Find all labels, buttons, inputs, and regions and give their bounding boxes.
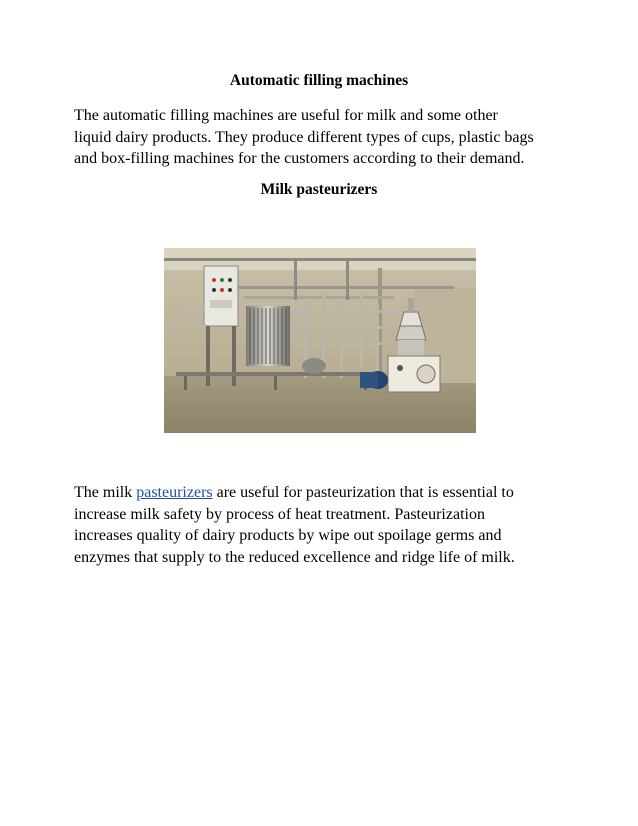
- paragraph-line: and box-filling machines for the customers according to their demand.: [74, 150, 525, 167]
- line-text-after-link: are useful for pasteurization that is essential to: [212, 484, 514, 501]
- pasteurizers-link[interactable]: pasteurizers: [136, 484, 213, 501]
- paragraph-line: liquid dairy products. They produce different types of cups, plastic bags: [74, 128, 534, 146]
- paragraph-line: The automatic filling machines are useful for milk and some other: [74, 107, 498, 124]
- pasteurizer-photo: [164, 248, 476, 433]
- paragraph-line: enzymes that supply to the reduced excellence and ridge life of milk.: [74, 548, 515, 566]
- paragraph-filling-machines: [74, 105, 574, 170]
- pasteurizer-equipment-image: [164, 248, 476, 433]
- paragraph-pasteurizers: [74, 482, 574, 568]
- heading-automatic-filling-machines: Automatic filling machines: [229, 72, 409, 89]
- heading-milk-pasteurizers: Milk pasteurizers: [260, 181, 378, 198]
- line-text-before-link: The milk: [74, 484, 137, 501]
- paragraph-line: increases quality of dairy products by wipe out spoilage germs and: [74, 527, 502, 544]
- paragraph-line: increase milk safety by process of heat treatment. Pasteurization: [74, 505, 485, 523]
- paragraph-line: [74, 482, 574, 504]
